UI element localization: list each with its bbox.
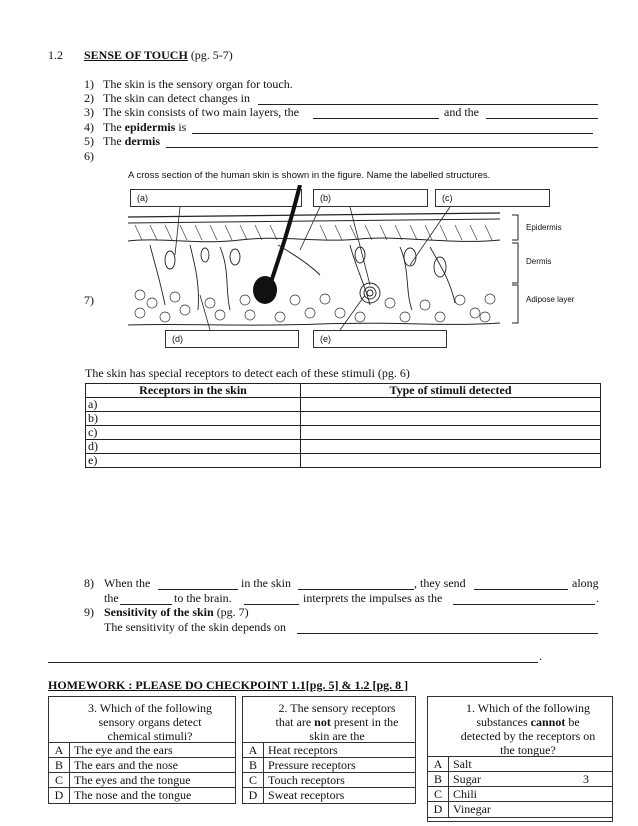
item-num: 3) <box>84 105 94 119</box>
answer-blank[interactable] <box>258 93 598 105</box>
trailing-period: . <box>539 649 542 663</box>
question-text: be detected by the receptors on the tongue? <box>460 715 596 757</box>
item-9-text: The sensitivity of the skin depends on <box>104 620 286 634</box>
item-6: 6) <box>84 149 94 163</box>
table-row <box>86 440 601 454</box>
item-num: 2) <box>84 91 94 105</box>
item-8-text: , they send <box>414 576 466 590</box>
section-pages: (pg. 5-7) <box>187 48 233 62</box>
option-text: Salt <box>453 757 472 771</box>
table-row <box>86 412 601 426</box>
mcq-box <box>242 696 416 804</box>
question-bold: cannot <box>530 715 566 729</box>
option-letter: B <box>49 758 70 773</box>
item-8-text: to the brain. <box>174 591 232 605</box>
item-3-mid: and the <box>444 105 479 119</box>
label-e: (e) <box>320 334 331 344</box>
mcq-box <box>427 696 613 822</box>
mcq-option[interactable] <box>243 757 415 773</box>
mcq-option[interactable] <box>243 742 415 758</box>
option-text: The eye and the ears <box>74 743 173 757</box>
item-8-text: in the skin <box>241 576 291 590</box>
option-text: Touch receptors <box>268 773 345 787</box>
table-row <box>86 426 601 440</box>
table-row-label: b) <box>86 412 301 426</box>
answer-cell[interactable] <box>301 440 601 454</box>
question-text: 1. Which of the following substances <box>465 701 591 729</box>
item-num: 5) <box>84 134 94 148</box>
table-header: Receptors in the skin <box>86 384 301 398</box>
option-letter: D <box>243 788 264 803</box>
section-heading <box>84 48 233 62</box>
option-text: The ears and the nose <box>74 758 178 772</box>
answer-cell[interactable] <box>301 454 601 468</box>
item-8-text: interprets the impulses as the <box>303 591 443 605</box>
table-header-row <box>86 384 601 398</box>
mcq-option[interactable] <box>243 787 415 804</box>
skin-cross-section-diagram <box>120 185 520 355</box>
answer-blank[interactable] <box>166 136 598 148</box>
table-row-label: a) <box>86 398 301 412</box>
item-1 <box>84 77 293 91</box>
mcq-option[interactable] <box>49 742 235 758</box>
label-b: (b) <box>320 193 331 203</box>
figure-caption: A cross section of the human skin is shown in the figure. Name the labelled structures. <box>128 170 491 181</box>
answer-blank[interactable] <box>298 578 414 590</box>
answer-blank[interactable] <box>486 107 598 119</box>
table-row-label: c) <box>86 426 301 440</box>
answer-blank[interactable] <box>192 122 593 134</box>
answer-blank[interactable] <box>48 651 538 663</box>
item-num: 4) <box>84 120 94 134</box>
answer-cell[interactable] <box>301 398 601 412</box>
option-text: The nose and the tongue <box>74 788 192 802</box>
item-8-text: When the <box>104 576 151 590</box>
option-text: The eyes and the tongue <box>74 773 191 787</box>
mcq-option[interactable] <box>49 787 235 804</box>
receptors-intro: The skin has special receptors to detect each of these stimuli (pg. 6) <box>85 366 410 380</box>
mcq-question <box>243 701 415 743</box>
mcq-option[interactable] <box>428 801 612 818</box>
receptor-table <box>85 383 601 468</box>
option-text: Sweat receptors <box>268 788 345 802</box>
item-8-num: 8) <box>84 576 94 590</box>
item-4 <box>84 120 186 134</box>
item-9-title: Sensitivity of the skin <box>104 605 214 619</box>
label-d: (d) <box>172 334 183 344</box>
table-header: Type of stimuli detected <box>301 384 601 398</box>
question-bold: not <box>314 715 331 729</box>
item-text: The skin can detect changes in <box>103 91 250 105</box>
answer-cell[interactable] <box>301 426 601 440</box>
item-5 <box>84 134 160 148</box>
option-letter: B <box>428 772 449 787</box>
option-text: Chili <box>453 787 478 801</box>
mcq-box <box>48 696 236 804</box>
mcq-option[interactable] <box>49 757 235 773</box>
item-text: The skin is the sensory organ for touch. <box>103 77 293 91</box>
section-title: SENSE OF TOUCH <box>84 48 188 62</box>
label-a: (a) <box>137 193 148 203</box>
label-c: (c) <box>442 193 453 203</box>
item-8-text: the <box>104 591 119 605</box>
answer-blank[interactable] <box>313 107 439 119</box>
question-text: 2. The sensory receptors that are <box>275 701 396 729</box>
mcq-option[interactable] <box>243 772 415 788</box>
option-text: Pressure receptors <box>268 758 356 772</box>
item-8-text: . <box>596 591 599 605</box>
mcq-question <box>428 701 612 757</box>
item-2 <box>84 91 250 105</box>
option-text: Vinegar <box>453 802 491 816</box>
option-letter: D <box>428 802 449 817</box>
mcq-question: 3. Which of the following sensory organs detect chemical stimuli? <box>87 701 213 743</box>
option-letter: C <box>428 787 449 802</box>
table-row <box>86 398 601 412</box>
item-bold: epidermis <box>124 120 176 134</box>
item-8-text: along <box>572 576 599 590</box>
homework-heading: HOMEWORK : PLEASE DO CHECKPOINT 1.1[pg. 5] & 1.2 [pg. 8 ] <box>48 678 409 692</box>
option-text: Sugar <box>453 772 481 786</box>
item-text: The <box>103 120 125 134</box>
mcq-option[interactable] <box>428 786 612 802</box>
item-7: 7) <box>84 293 94 307</box>
table-row-label: e) <box>86 454 301 468</box>
option-letter: A <box>428 757 449 772</box>
question-text: present in the skin are the <box>309 715 399 743</box>
item-bold: dermis <box>124 134 160 148</box>
mcq-option[interactable] <box>428 756 612 772</box>
item-text: is <box>175 120 187 134</box>
answer-blank[interactable] <box>158 578 238 590</box>
item-text: The skin consists of two main layers, the <box>103 105 299 119</box>
item-9-num: 9) <box>84 605 94 619</box>
option-letter: A <box>243 743 264 758</box>
item-9-heading <box>104 605 249 619</box>
table-row-label: d) <box>86 440 301 454</box>
item-3 <box>84 105 299 119</box>
item-num: 1) <box>84 77 94 91</box>
answer-blank[interactable] <box>297 622 598 634</box>
answer-cell[interactable] <box>301 412 601 426</box>
option-text: Heat receptors <box>268 743 338 757</box>
answer-blank[interactable] <box>120 593 172 605</box>
mcq-option[interactable] <box>428 771 612 787</box>
margin-mark: 3 <box>583 772 589 786</box>
layer-label-dermis: Dermis <box>526 257 552 266</box>
option-letter: B <box>243 758 264 773</box>
mcq-option[interactable] <box>49 772 235 788</box>
layer-label-epidermis: Epidermis <box>526 223 562 232</box>
section-number: 1.2 <box>48 48 63 62</box>
answer-blank[interactable] <box>244 593 299 605</box>
option-letter: D <box>49 788 70 803</box>
answer-blank[interactable] <box>453 593 595 605</box>
option-letter: A <box>49 743 70 758</box>
option-letter: C <box>49 773 70 788</box>
item-9-pages: (pg. 7) <box>213 605 249 619</box>
item-text: The <box>103 134 125 148</box>
table-row <box>86 454 601 468</box>
layer-label-adipose: Adipose layer <box>526 295 575 304</box>
answer-blank[interactable] <box>474 578 568 590</box>
option-letter: C <box>243 773 264 788</box>
